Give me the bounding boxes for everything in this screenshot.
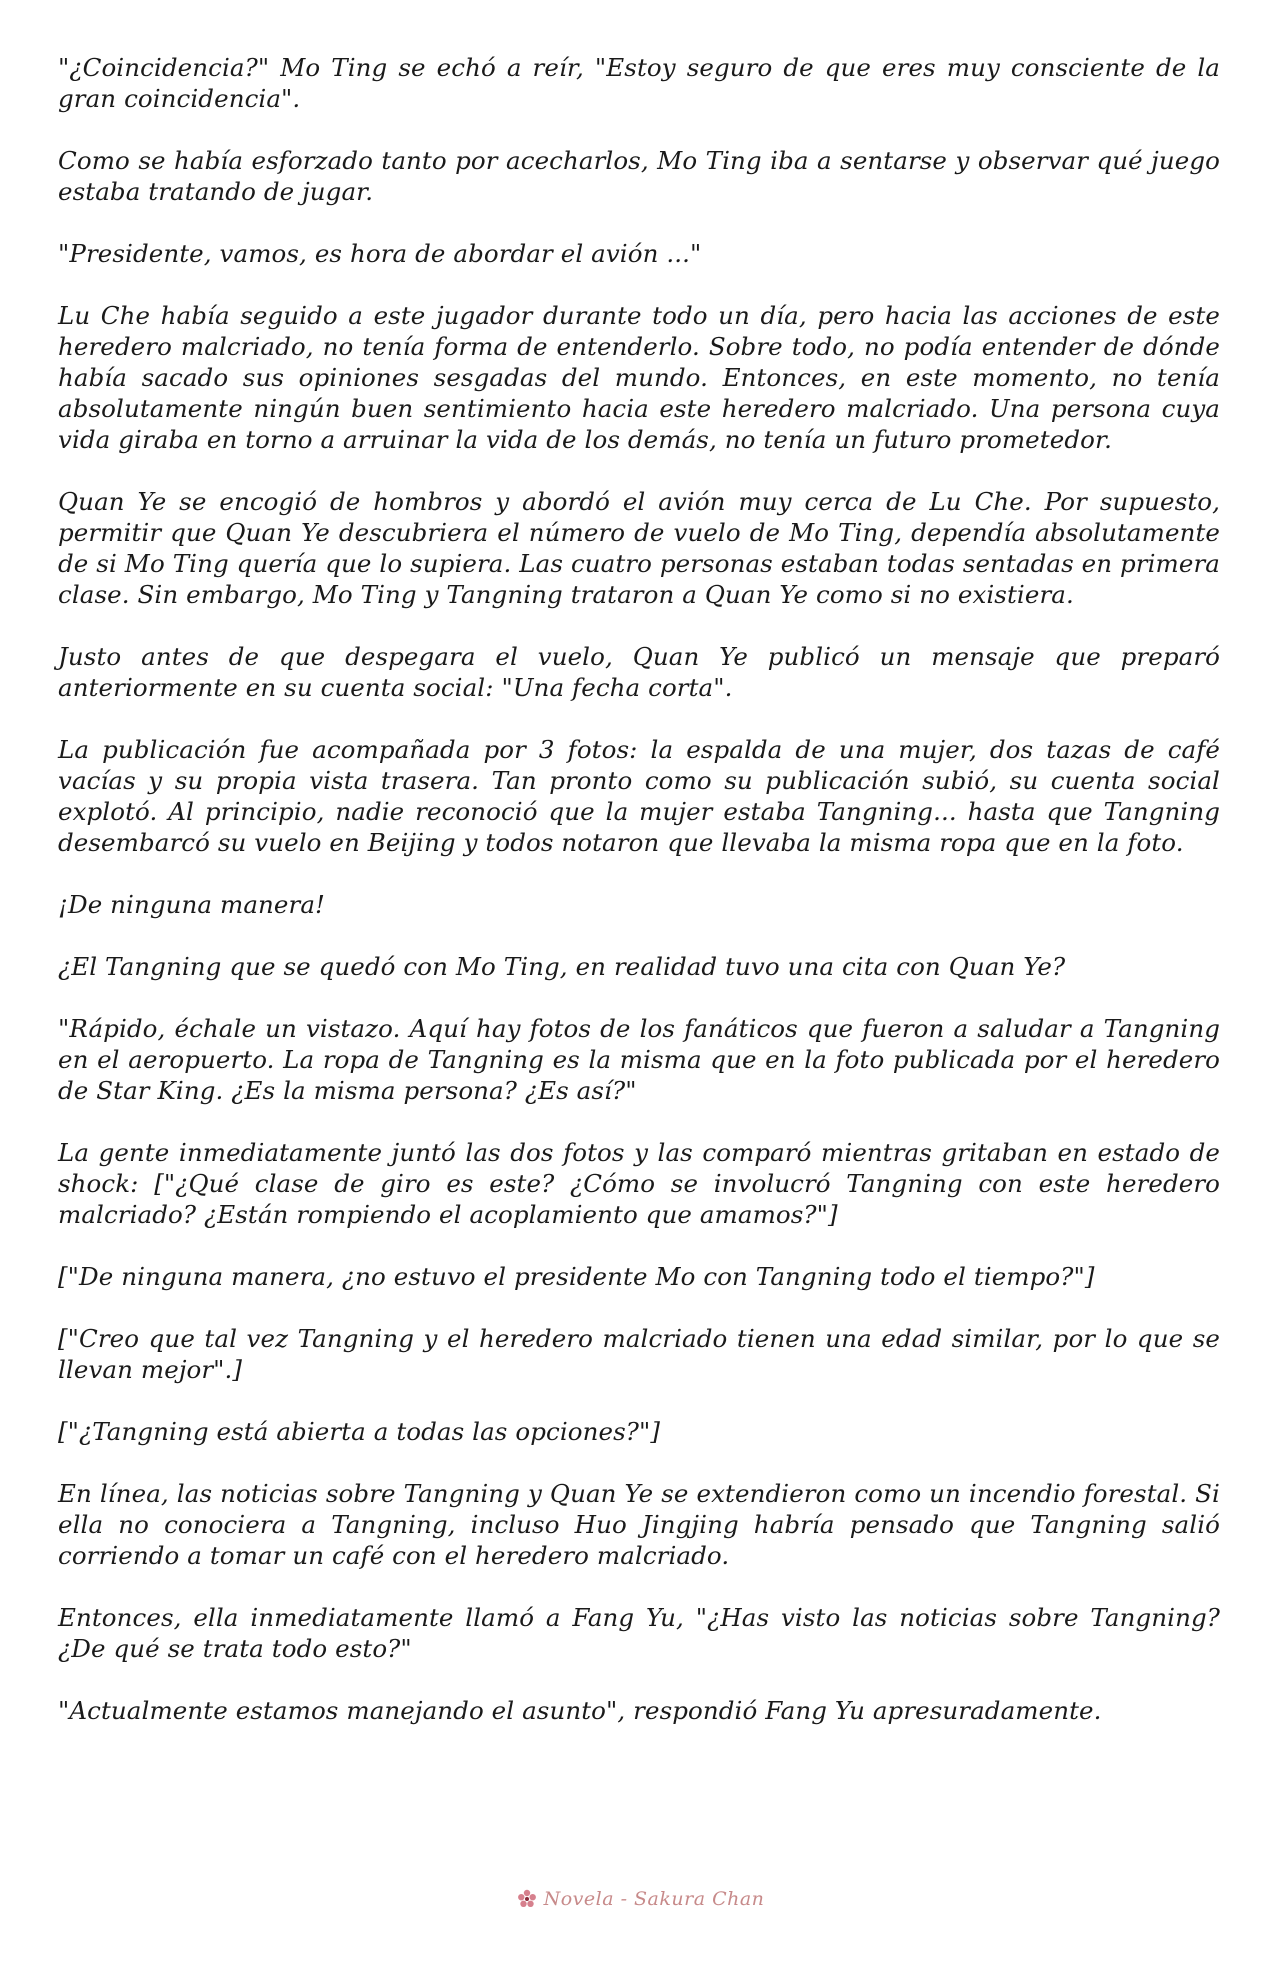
paragraph: Lu Che había seguido a este jugador durante todo un día, pero hacia las acciones de este heredero malcriado, no tenía forma de entenderlo. Sobre todo, no podía entender de dónde había sacado sus opiniones sesgadas del mundo. Entonces, en este momento, no tenía absolutamente ningún buen sentimiento hacia este heredero malcriado. Una persona cuya vida giraba en torno a arruinar la vida de los demás, no tenía un futuro prometedor. bbox=[58, 301, 1220, 454]
paragraph: Quan Ye se encogió de hombros y abordó el avión muy cerca de Lu Che. Por supuesto, permitir que Quan Ye descubriera el número de vuelo de Mo Ting, dependía absolutamente de si Mo Ting quería que lo supiera. Las cuatro personas estaban todas sentadas en primera clase. Sin embargo, Mo Ting y Tangning trataron a Quan Ye como si no existiera. bbox=[58, 487, 1220, 609]
paragraph: ¿El Tangning que se quedó con Mo Ting, en realidad tuvo una cita con Quan Ye? bbox=[58, 952, 1066, 981]
paragraph: "Rápido, échale un vistazo. Aquí hay fotos de los fanáticos que fueron a saludar a Tangning en el aeropuerto. La ropa de Tangning es la misma que en la foto publicada por el heredero de Star King. ¿Es la misma persona? ¿Es así?" bbox=[58, 1014, 1220, 1105]
paragraph: Justo antes de que despegara el vuelo, Quan Ye publicó un mensaje que preparó anteriormente en su cuenta social: "Una fecha corta". bbox=[58, 642, 1220, 702]
paragraph: Entonces, ella inmediatamente llamó a Fang Yu, "¿Has visto las noticias sobre Tangning? ¿De qué se trata todo esto?" bbox=[58, 1603, 1220, 1663]
paragraph: "¿Coincidencia?" Mo Ting se echó a reír, "Estoy seguro de que eres muy consciente de la gran coincidencia". bbox=[58, 53, 1220, 113]
paragraph: Como se había esforzado tanto por acecharlos, Mo Ting iba a sentarse y observar qué juego estaba tratando de jugar. bbox=[58, 146, 1220, 206]
paragraph: ¡De ninguna manera! bbox=[58, 890, 325, 919]
sakura-flower-icon bbox=[516, 1888, 538, 1910]
paragraph: ["¿Tangning está abierta a todas las opciones?"] bbox=[58, 1417, 661, 1446]
paragraph: "Actualmente estamos manejando el asunto", respondió Fang Yu apresuradamente. bbox=[58, 1696, 1102, 1725]
document-body bbox=[58, 52, 1220, 1726]
watermark bbox=[0, 1888, 1280, 1910]
paragraph: ["Creo que tal vez Tangning y el heredero malcriado tienen una edad similar, por lo que se llevan mejor".] bbox=[58, 1324, 1220, 1384]
paragraph: ["De ninguna manera, ¿no estuvo el presidente Mo con Tangning todo el tiempo?"] bbox=[58, 1262, 1095, 1291]
paragraph: La gente inmediatamente juntó las dos fotos y las comparó mientras gritaban en estado de shock: ["¿Qué clase de giro es este? ¿Cómo se involucró Tangning con este heredero malcriado? ¿Están rompiendo el acoplamiento que amamos?"] bbox=[58, 1138, 1220, 1229]
paragraph: "Presidente, vamos, es hora de abordar el avión ..." bbox=[58, 239, 702, 268]
watermark-text: Novela - Sakura Chan bbox=[543, 1888, 765, 1910]
paragraph: En línea, las noticias sobre Tangning y Quan Ye se extendieron como un incendio forestal. Si ella no conociera a Tangning, incluso Huo Jingjing habría pensado que Tangning salió corriendo a tomar un café con el heredero malcriado. bbox=[58, 1479, 1220, 1570]
paragraph: La publicación fue acompañada por 3 fotos: la espalda de una mujer, dos tazas de café vacías y su propia vista trasera. Tan pronto como su publicación subió, su cuenta social explotó. Al principio, nadie reconoció que la mujer estaba Tangning... hasta que Tangning desembarcó su vuelo en Beijing y todos notaron que llevaba la misma ropa que en la foto. bbox=[58, 735, 1220, 857]
